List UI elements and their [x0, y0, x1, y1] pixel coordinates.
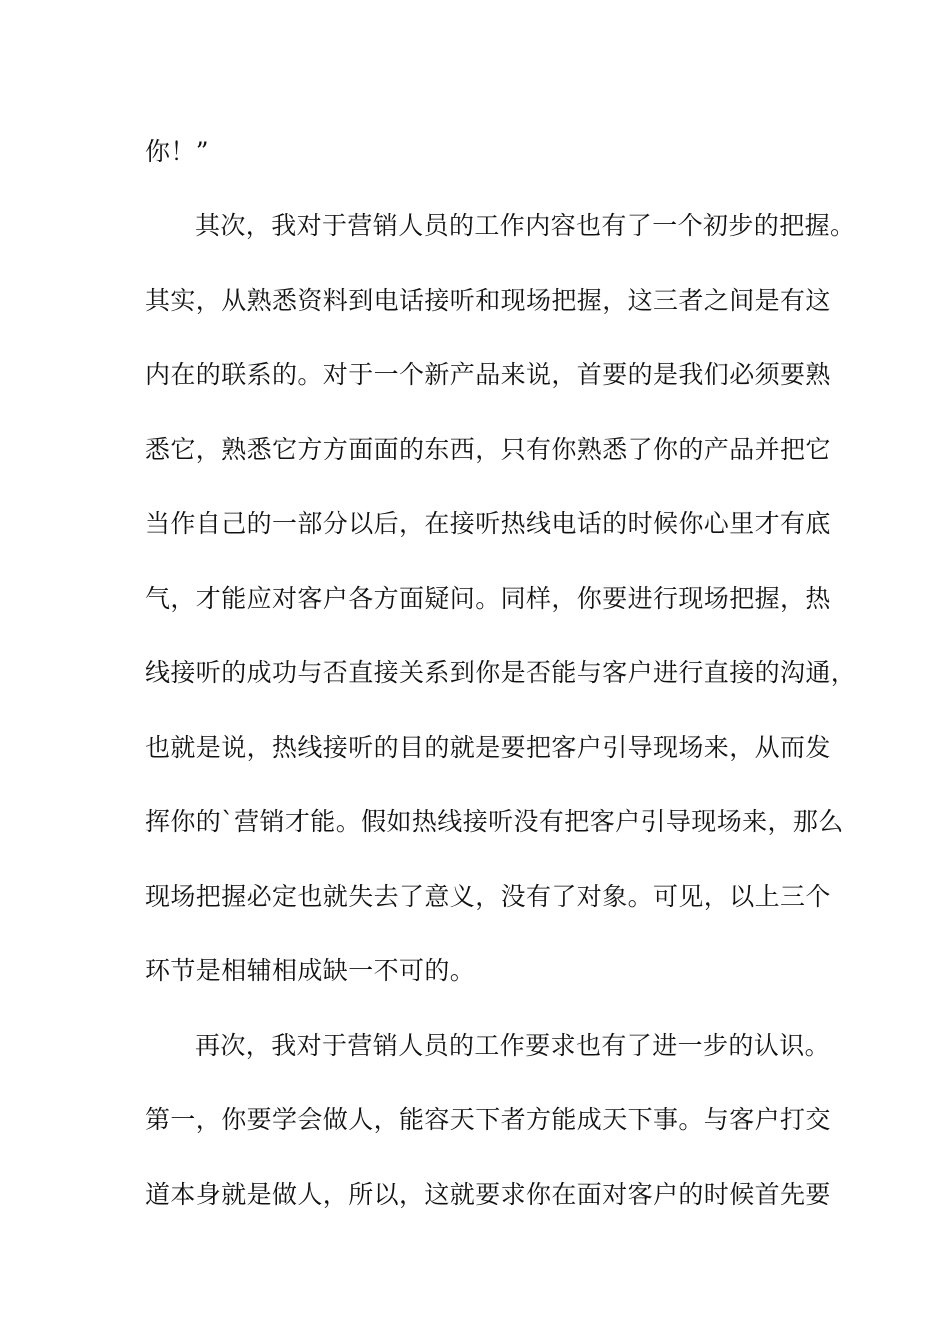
text-line: 第一，你要学会做人，能容天下者方能成天下事。与客户打交 [145, 1105, 831, 1134]
text-line: 现场把握必定也就失去了意义，没有了对象。可见，以上三个 [145, 882, 831, 911]
text-line: 挥你的`营销才能。假如热线接听没有把客户引导现场来，那么 [145, 807, 844, 836]
text-line: 气，才能应对客户各方面疑问。同样，你要进行现场把握，热 [145, 584, 831, 613]
text-line: 内在的联系的。对于一个新产品来说，首要的是我们必须要熟 [145, 360, 831, 389]
paragraph-first-line: 其次，我对于营销人员的工作内容也有了一个初步的把握。 [195, 211, 856, 240]
text-line: 道本身就是做人，所以，这就要求你在面对客户的时候首先要 [145, 1180, 831, 1209]
paragraph-first-line: 再次，我对于营销人员的工作要求也有了进一步的认识。 [195, 1031, 831, 1060]
text-line: 你！” [145, 137, 209, 166]
text-line: 也就是说，热线接听的目的就是要把客户引导现场来，从而发 [145, 733, 831, 762]
text-line: 环节是相辅相成缺一不可的。 [145, 956, 476, 985]
text-line: 其实，从熟悉资料到电话接听和现场把握，这三者之间是有这 [145, 286, 831, 315]
text-line: 悉它，熟悉它方方面面的东西，只有你熟悉了你的产品并把它 [145, 435, 831, 464]
text-line: 线接听的成功与否直接关系到你是否能与客户进行直接的沟通， [145, 658, 857, 687]
text-line: 当作自己的一部分以后，在接听热线电话的时候你心里才有底 [145, 509, 831, 538]
